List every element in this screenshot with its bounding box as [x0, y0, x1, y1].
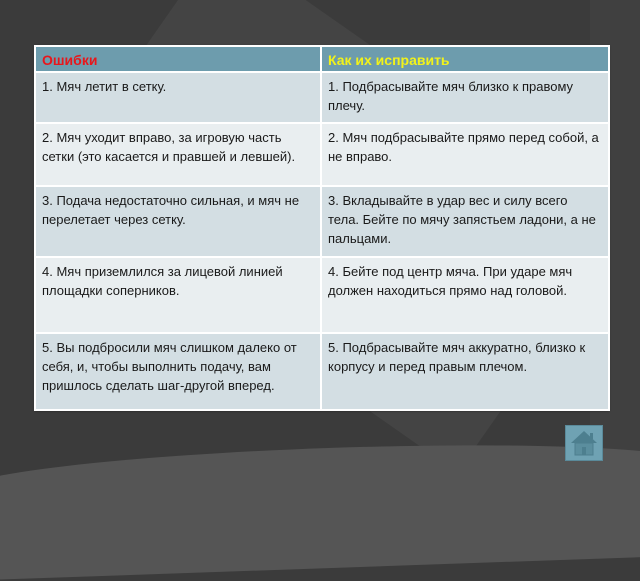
header-errors: Ошибки — [35, 46, 321, 72]
home-button[interactable] — [565, 425, 603, 461]
table-row — [35, 186, 609, 257]
table-row — [35, 257, 609, 333]
fix-cell: 2. Мяч подбрасывайте прямо перед собой, а не вправо. — [321, 123, 609, 186]
table-row — [35, 72, 609, 123]
error-cell: 3. Подача недостаточно сильная, и мяч не перелетает через сетку. — [35, 186, 321, 257]
header-how-to-fix: Как их исправить — [321, 46, 609, 72]
table-header-row — [35, 46, 609, 72]
fix-cell: 4. Бейте под центр мяча. При ударе мяч должен находиться прямо над головой. — [321, 257, 609, 333]
error-cell: 5. Вы подбросили мяч слишком далеко от себя, и, чтобы выполнить подачу, вам пришлось сделать шаг-другой вперед. — [35, 333, 321, 410]
fix-cell: 1. Подбрасывайте мяч близко к правому плечу. — [321, 72, 609, 123]
error-cell: 4. Мяч приземлился за лицевой линией площадки соперников. — [35, 257, 321, 333]
table-row — [35, 123, 609, 186]
error-cell: 1. Мяч летит в сетку. — [35, 72, 321, 123]
error-cell: 2. Мяч уходит вправо, за игровую часть сетки (это касается и правшей и левшей). — [35, 123, 321, 186]
errors-table-container — [34, 45, 608, 410]
errors-table — [34, 45, 610, 411]
table-row — [35, 333, 609, 410]
background-decoration — [0, 435, 640, 581]
fix-cell: 5. Подбрасывайте мяч аккуратно, близко к корпусу и перед правым плечом. — [321, 333, 609, 410]
fix-cell: 3. Вкладывайте в удар вес и силу всего тела. Бейте по мячу запястьем ладони, а не пальцами. — [321, 186, 609, 257]
home-icon — [569, 429, 599, 457]
